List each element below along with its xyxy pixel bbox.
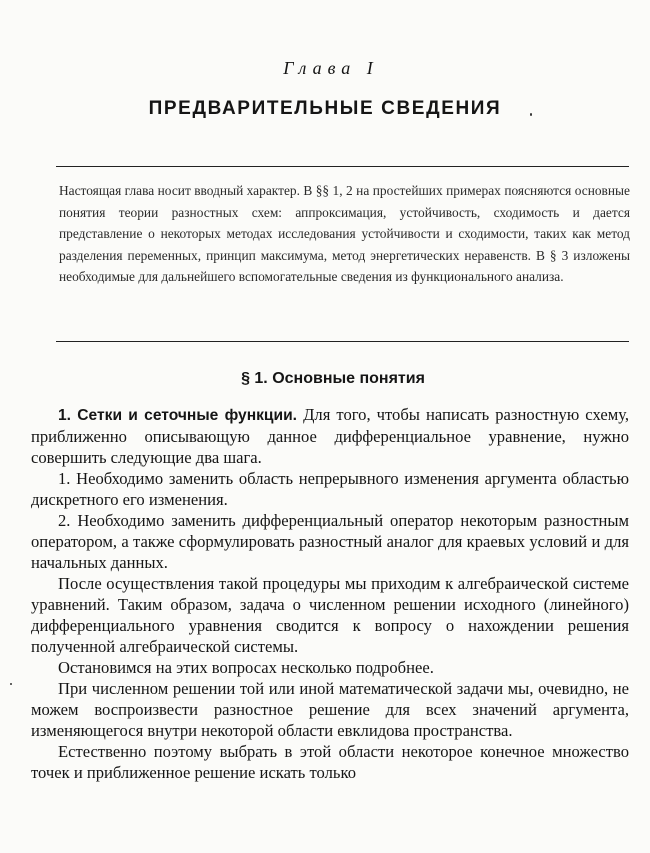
paragraph-1-text: Для того, чтобы написать разностную схему, приближенно описывающую данное дифференциальное уравнение, нужно совершить следующие два шага. [31, 405, 629, 467]
paragraph-3: 2. Необходимо заменить дифференциальный оператор некоторым разностным оператором, а также сформулировать разностный аналог для краевых условий и для начальных данных. [31, 511, 629, 572]
paragraph-2: 1. Необходимо заменить область непрерывного изменения аргумента областью дискретного его изменения. [31, 469, 629, 509]
subsection-heading: 1. Сетки и сеточные функции. [58, 407, 298, 424]
chapter-label: Глава I [283, 58, 379, 78]
main-text [31, 404, 629, 783]
margin-speck [10, 683, 12, 685]
paragraph-4: После осуществления такой процедуры мы приходим к алгебраической системе уравнений. Таким образом, задача о численном решении исходного (линейного) дифференциального уравнения сводится к вопросу о нахождении решения полученной алгебраической системы. [31, 574, 629, 656]
paragraph-1 [31, 404, 629, 468]
chapter-abstract [59, 180, 630, 288]
abstract-text: Настоящая глава носит вводный характер. В §§ 1, 2 на простейших примерах поясняются основные понятия теории разностных схем: аппроксимация, устойчивость, сходимость и дается представление о некоторых методах исследования устойчивости и сходимости, таких как метод разделения переменных, принцип максимума, метод энергетических неравенств. В § 3 изложены необходимые для дальнейшего вспомогательные сведения из функционального анализа. [59, 183, 630, 285]
paragraph-5: Остановимся на этих вопросах несколько подробнее. [58, 658, 434, 677]
chapter-title: ПРЕДВАРИТЕЛЬНЫЕ СВЕДЕНИЯ [148, 98, 502, 119]
abstract-bottom-rule [56, 341, 629, 342]
abstract-top-rule [56, 166, 629, 167]
section-title: § 1. Основные понятия [241, 370, 425, 387]
print-speck [530, 113, 532, 116]
paragraph-6: При численном решении той или иной математической задачи мы, очевидно, не можем воспроизвести разностное решение для всех значений аргумента, изменяющегося внутри некоторой области евклидова пространства. [31, 679, 629, 740]
paragraph-7: Естественно поэтому выбрать в этой области некоторое конечное множество точек и приближенное решение искать только [31, 742, 629, 782]
